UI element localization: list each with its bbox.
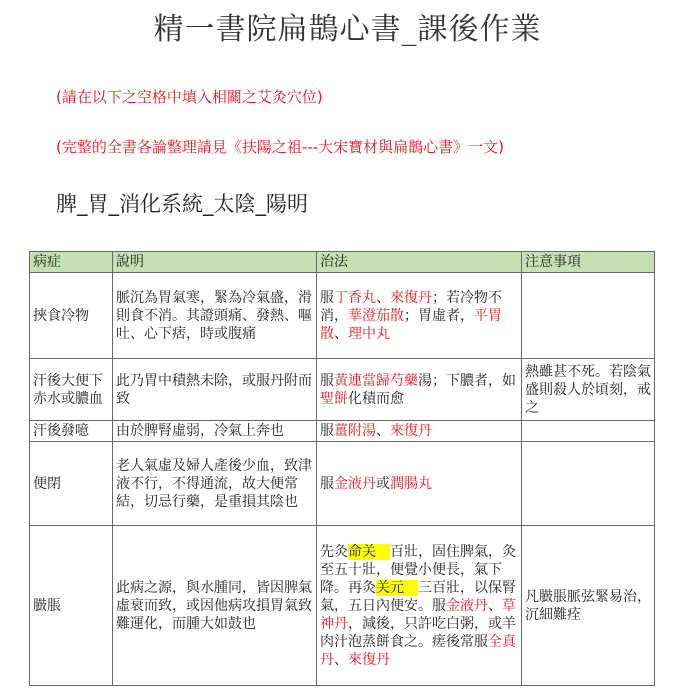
treatment-text: 、 — [334, 651, 348, 668]
description-cell: 此病之源，與水腫同，皆因脾氣虛衰而致，或因他病攻損胃氣致難運化，而腫大如鼓也 — [113, 526, 317, 686]
description-cell: 脈沉為胃氣寒，緊為冷氣盛，滑則食不消。其證頭痛、發熱、嘔吐、心下痞，時或腹痛 — [113, 273, 317, 359]
treatment-table — [29, 251, 655, 686]
remedy-name: 全真丹 — [320, 633, 516, 668]
description-cell: 由於脾腎虛弱，冷氣上奔也 — [113, 421, 317, 442]
note-cell: 凡臌脹脈弦緊易治，沉細難痊 — [522, 526, 655, 686]
table-row — [30, 359, 655, 421]
remedy-name: 草神丹 — [320, 597, 516, 632]
acupoint-highlight: 命关 — [348, 543, 390, 560]
treatment-text: 或 — [376, 475, 390, 492]
description-cell: 此乃胃中積熱未除，或服丹附而致 — [113, 359, 317, 421]
remedy-name: 來復丹 — [390, 423, 432, 439]
treatment-text: 先灸 — [320, 543, 348, 560]
treatment-text: ；胃虛者， — [404, 307, 474, 324]
table-row — [30, 421, 655, 442]
treatment-text: 化積而愈 — [348, 390, 404, 407]
remedy-name: 金液丹 — [446, 597, 488, 614]
treatment-text: 、 — [488, 597, 502, 614]
section-title: 脾_胃_消化系統_太陰_陽明 — [56, 192, 308, 216]
treatment-text: 服 — [320, 423, 334, 439]
treatment-text: ；若冷物不消， — [320, 289, 502, 324]
symptom-cell: 臌脹 — [30, 526, 113, 686]
table-row — [30, 526, 655, 686]
header-symptom: 病症 — [30, 252, 113, 273]
remedy-name: 黃連當歸芍藥 — [334, 372, 418, 389]
table-row — [30, 442, 655, 526]
remedy-name: 金液丹 — [334, 475, 376, 492]
description-cell: 老人氣虛及婦人產後少血，致津液不行，不得通流，故大便常結，切忌行藥，是重損其陰也 — [113, 442, 317, 526]
symptom-cell: 挾食冷物 — [30, 273, 113, 359]
treatment-cell — [317, 526, 522, 686]
treatment-text: 百壯，固住脾氣，灸至五十壯，便覺小便長，氣下降。再灸 — [320, 543, 516, 596]
symptom-cell: 便閉 — [30, 442, 113, 526]
symptom-cell: 汗後發噫 — [30, 421, 113, 442]
treatment-text: 服 — [320, 372, 334, 389]
remedy-name: 聖餅 — [320, 390, 348, 407]
page-title: 精一書院扁鵲心書_課後作業 — [153, 12, 542, 47]
header-treatment: 治法 — [317, 252, 522, 273]
instruction-note: (請在以下之空格中填入相關之艾灸穴位) — [56, 88, 323, 106]
treatment-cell — [317, 442, 522, 526]
remedy-name: 薑附湯 — [334, 423, 376, 439]
remedy-name: 丁香丸 — [334, 289, 376, 306]
table-header-row — [30, 252, 655, 273]
table-row — [30, 273, 655, 359]
note-cell: 熱雖甚不死。若陰氣盛則殺人於頃刻，戒之 — [522, 359, 655, 421]
treatment-cell — [317, 421, 522, 442]
remedy-name: 平胃散 — [320, 307, 502, 342]
treatment-text: 服 — [320, 475, 334, 492]
acupoint-highlight: 关元 — [376, 579, 418, 596]
treatment-text: 、 — [334, 325, 348, 342]
remedy-name: 潤腸丸 — [390, 475, 432, 492]
treatment-text: ，減後，只許吃白粥，或羊肉汁泡蒸餅食之。瘥後常服 — [320, 615, 516, 650]
reference-note: (完整的全書各論整理請見《扶陽之祖---大宋寶材與扁鵲心書》一文) — [56, 138, 504, 156]
treatment-text: 、 — [376, 289, 390, 306]
header-description: 說明 — [113, 252, 317, 273]
treatment-text: 、 — [376, 423, 390, 439]
remedy-name: 來復丹 — [390, 289, 432, 306]
remedy-name: 華澄茄散 — [348, 307, 404, 324]
header-notes: 注意事項 — [522, 252, 655, 273]
treatment-text: 三百壯，以保腎氣，五日內便安。服 — [320, 579, 516, 614]
remedy-name: 來復丹 — [348, 651, 390, 668]
symptom-cell: 汗後大便下赤水或膿血 — [30, 359, 113, 421]
remedy-name: 理中丸 — [348, 325, 390, 342]
note-cell — [522, 421, 655, 442]
note-cell — [522, 273, 655, 359]
note-cell — [522, 442, 655, 526]
treatment-text: 服 — [320, 289, 334, 306]
treatment-cell — [317, 359, 522, 421]
treatment-cell — [317, 273, 522, 359]
treatment-text: 湯；下膿者，如 — [418, 372, 516, 389]
